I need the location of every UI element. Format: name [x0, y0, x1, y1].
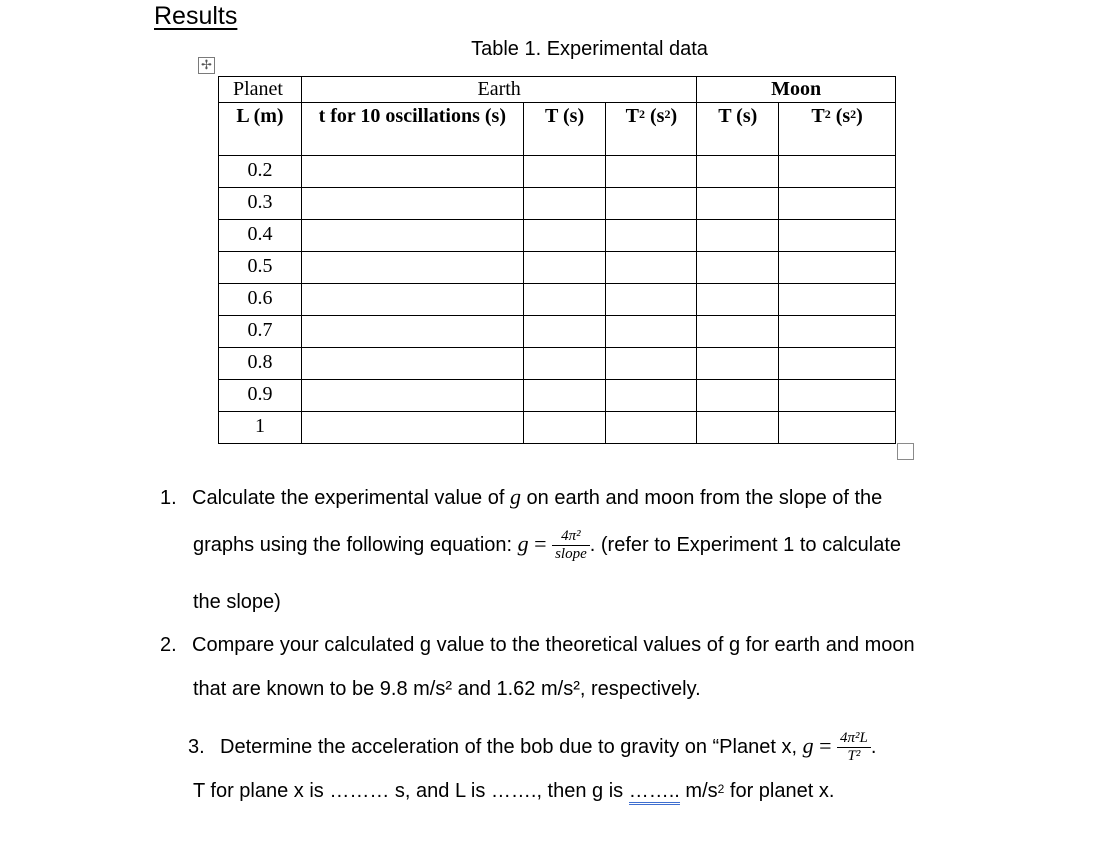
question-3-line-2: T for plane x is ……… s, and L is ……., then g is …….. $m/s^2$ for planet x. [193, 779, 834, 803]
question-2-number: 2. [160, 634, 177, 656]
earth-period-squared-cell[interactable] [606, 412, 697, 444]
length-cell: 0.5 [219, 252, 302, 284]
question-1-number: 1. [160, 487, 177, 509]
moon-period-squared-cell[interactable] [779, 188, 896, 220]
earth-period-squared-cell[interactable] [606, 156, 697, 188]
question-1-line-2: graphs using the following equation: g = $\frac{\text{4π²}}{\text{slope}}$ . (refer to Experiment 1 to calculate [193, 528, 902, 562]
question-2-line-1: 2. Compare your calculated g value to the theoretical values of g for earth and moon [160, 634, 915, 656]
length-cell: 1 [219, 412, 302, 444]
table-row [219, 188, 896, 220]
question-3-line-1: 3. Determine the acceleration of the bob due to gravity on “Planet x, g = $\frac{\text{4π²L}}{\text{T²}}$ . [188, 730, 877, 764]
table-header-row-units [219, 103, 896, 156]
table-row [219, 348, 896, 380]
length-cell: 0.4 [219, 220, 302, 252]
planet-header-cell: Planet [219, 77, 302, 103]
time-10-osc-cell[interactable] [301, 348, 523, 380]
earth-period-cell[interactable] [523, 156, 606, 188]
earth-period-cell[interactable] [523, 188, 606, 220]
experimental-data-table [218, 76, 896, 444]
table-row [219, 316, 896, 348]
moon-period-squared-cell[interactable] [779, 380, 896, 412]
length-cell: 0.9 [219, 380, 302, 412]
moon-period-squared-cell[interactable] [779, 252, 896, 284]
length-cell: 0.7 [219, 316, 302, 348]
earth-period-cell[interactable] [523, 252, 606, 284]
time-10-osc-cell[interactable] [301, 252, 523, 284]
moon-period-cell[interactable] [697, 316, 779, 348]
question-3-number: 3. [188, 735, 205, 758]
g-equation-fraction: $\frac{\text{4π²}}{\text{slope}}$ [552, 528, 590, 563]
moon-period-squared-cell[interactable] [779, 412, 896, 444]
earth-period-cell[interactable] [523, 220, 606, 252]
time-10-osc-cell[interactable] [301, 156, 523, 188]
moon-period-squared-cell[interactable] [779, 316, 896, 348]
table-header-row-planet [219, 77, 896, 103]
time-10-osc-header-cell: t for 10 oscillations (s) [301, 103, 523, 156]
table-row [219, 380, 896, 412]
moon-period-squared-cell[interactable] [779, 220, 896, 252]
moon-period-squared-header-cell: $T^2$ $(s^2)$ [779, 103, 896, 156]
moon-header-cell: Moon [697, 77, 896, 103]
earth-period-header-cell: T (s) [523, 103, 606, 156]
planet-x-g-fraction: $\frac{\text{4π²L}}{\text{T²}}$ [837, 730, 871, 765]
table-body [219, 156, 896, 444]
earth-header-cell: Earth [301, 77, 696, 103]
table-move-handle[interactable]: ✢ [198, 57, 215, 74]
table-resize-handle[interactable] [897, 443, 914, 460]
time-10-osc-cell[interactable] [301, 220, 523, 252]
moon-period-cell[interactable] [697, 188, 779, 220]
earth-period-cell[interactable] [523, 380, 606, 412]
length-cell: 0.6 [219, 284, 302, 316]
table-row [219, 284, 896, 316]
time-10-osc-cell[interactable] [301, 284, 523, 316]
earth-period-cell[interactable] [523, 284, 606, 316]
time-10-osc-cell[interactable] [301, 412, 523, 444]
question-2-line-2: that are known to be 9.8 m/s² and 1.62 m/s², respectively. [193, 678, 701, 700]
length-cell: 0.8 [219, 348, 302, 380]
table-caption: Table 1. Experimental data [471, 38, 708, 60]
table-row [219, 412, 896, 444]
moon-period-header-cell: T (s) [697, 103, 779, 156]
time-10-osc-cell[interactable] [301, 380, 523, 412]
moon-period-cell[interactable] [697, 412, 779, 444]
earth-period-squared-cell[interactable] [606, 316, 697, 348]
table-row [219, 252, 896, 284]
moon-period-squared-cell[interactable] [779, 348, 896, 380]
earth-period-squared-cell[interactable] [606, 380, 697, 412]
length-header-cell: L (m) [219, 103, 302, 156]
earth-period-squared-header-cell: $T^2$ $(s^2)$ [606, 103, 697, 156]
moon-period-cell[interactable] [697, 156, 779, 188]
earth-period-squared-cell[interactable] [606, 220, 697, 252]
time-10-osc-cell[interactable] [301, 316, 523, 348]
earth-period-squared-cell[interactable] [606, 348, 697, 380]
moon-period-cell[interactable] [697, 252, 779, 284]
earth-period-squared-cell[interactable] [606, 252, 697, 284]
question-1-line-1: 1. Calculate the experimental value of g on earth and moon from the slope of the [160, 484, 883, 509]
earth-period-cell[interactable] [523, 412, 606, 444]
results-heading: Results [154, 2, 238, 30]
moon-period-cell[interactable] [697, 284, 779, 316]
table-row [219, 220, 896, 252]
moon-period-squared-cell[interactable] [779, 284, 896, 316]
time-10-osc-cell[interactable] [301, 188, 523, 220]
earth-period-squared-cell[interactable] [606, 284, 697, 316]
spellcheck-underline: …….. [629, 780, 680, 805]
moon-period-squared-cell[interactable] [779, 156, 896, 188]
moon-period-cell[interactable] [697, 380, 779, 412]
earth-period-cell[interactable] [523, 348, 606, 380]
table-row [219, 156, 896, 188]
question-1-line-3: the slope) [193, 591, 281, 613]
moon-period-cell[interactable] [697, 348, 779, 380]
length-cell: 0.3 [219, 188, 302, 220]
moon-period-cell[interactable] [697, 220, 779, 252]
length-cell: 0.2 [219, 156, 302, 188]
earth-period-squared-cell[interactable] [606, 188, 697, 220]
earth-period-cell[interactable] [523, 316, 606, 348]
